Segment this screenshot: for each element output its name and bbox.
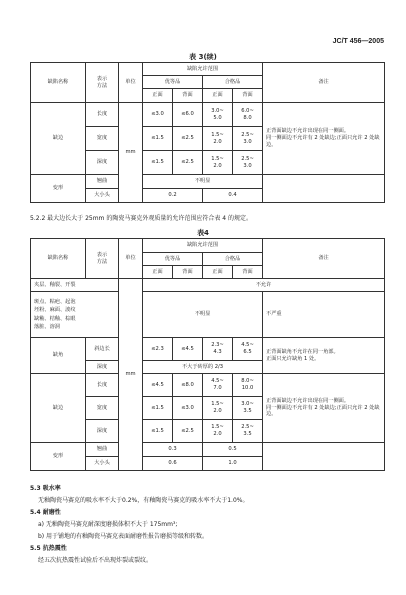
method-cell: 长度 bbox=[86, 374, 119, 397]
header-method: 表示 方法 bbox=[86, 63, 119, 103]
section-5-4-item-a: a) 无釉陶瓷马赛克耐深度磨损体积不大于 175mm³; bbox=[38, 521, 178, 528]
header-back: 背面 bbox=[173, 266, 203, 279]
header-unit: 单位 bbox=[119, 63, 143, 103]
value-cell: 1.5~ 2.0 bbox=[203, 397, 233, 420]
header-defect-name: 缺陷名称 bbox=[31, 239, 86, 279]
remark-cell bbox=[263, 175, 385, 203]
value-cell: 3.0~ 5.0 bbox=[203, 103, 233, 127]
value-cell: 3.0~ 3.5 bbox=[233, 397, 263, 420]
method-cell: 翘曲 bbox=[86, 443, 119, 457]
header-qualified: 合格品 bbox=[203, 76, 263, 89]
section-5-5-text: 经五次抗热震性试验后不出现炸裂或裂纹。 bbox=[38, 557, 153, 564]
remark-cell: 正背面缺边不允许出现在同一侧面。 同一侧面边不允许有 2 处缺边;正面只允许 2 处缺边。 bbox=[263, 103, 385, 175]
header-unit: 单位 bbox=[119, 239, 143, 279]
value-cell: 0.2 bbox=[143, 189, 203, 203]
standard-code: JC/T 456—2005 bbox=[332, 38, 384, 45]
remark-cell: 正背面缺边不允许出现在同一侧面。 同一侧面边不允许有 2 处缺边;正面只允许 2 处缺边。 bbox=[263, 374, 385, 443]
group-deform: 变形 bbox=[31, 175, 86, 203]
header-back: 背面 bbox=[233, 266, 263, 279]
method-cell: 宽度 bbox=[86, 397, 119, 420]
method-cell: 深度 bbox=[86, 151, 119, 175]
value-cell: 0.3 bbox=[143, 443, 203, 457]
header-defect-name: 缺陷名称 bbox=[31, 63, 86, 103]
header-superior: 优等品 bbox=[143, 253, 203, 266]
method-cell: 斜边长 bbox=[86, 338, 119, 361]
paragraph-5-2-2: 5.2.2 最大边长大于 25mm 的陶瓷马赛克外观质量的允许范围应符合表 4 的规定。 bbox=[30, 215, 252, 222]
unit-cell: mm bbox=[119, 103, 143, 203]
method-cell: 深度 bbox=[86, 420, 119, 443]
group-deform: 变形 bbox=[31, 443, 86, 471]
header-remark: 备注 bbox=[263, 239, 385, 279]
value-cell: ≤4.5 bbox=[173, 338, 203, 361]
header-back: 背面 bbox=[233, 89, 263, 103]
value-cell: ≤1.5 bbox=[143, 127, 173, 151]
header-method: 表示 方法 bbox=[86, 239, 119, 279]
value-cell: 4.5~ 7.0 bbox=[203, 374, 233, 397]
section-5-4-item-b: b) 用于铺地的有釉陶瓷马赛克表面耐磨性报告磨损等级和转数。 bbox=[38, 533, 209, 540]
value-cell: 2.5~ 3.5 bbox=[233, 420, 263, 443]
header-front: 正面 bbox=[203, 266, 233, 279]
defect-list: 斑点、粘疤、起泡 坯粉、麻面、波纹 缺釉、桔釉、棕眼 落脏、溶洞 bbox=[31, 292, 119, 338]
value-cell: 不明显 bbox=[143, 292, 263, 338]
value-cell: 6.0~ 8.0 bbox=[233, 103, 263, 127]
value-cell: ≤1.5 bbox=[143, 420, 173, 443]
value-cell: 1.0 bbox=[203, 457, 263, 471]
value-cell: 8.0~ 10.0 bbox=[233, 374, 263, 397]
value-cell: 2.5~ 3.0 bbox=[233, 127, 263, 151]
value-cell: 4.5~ 6.5 bbox=[233, 338, 263, 361]
group-corner: 缺角 bbox=[31, 338, 86, 374]
table-3 bbox=[30, 62, 385, 203]
value-cell: 2.5~ 3.0 bbox=[233, 151, 263, 175]
value-cell: 1.5~ 2.0 bbox=[203, 151, 233, 175]
table-3-title: 表 3(续) bbox=[189, 53, 217, 61]
group-edge: 缺边 bbox=[31, 374, 86, 443]
value-cell: ≤3.0 bbox=[173, 397, 203, 420]
remark-cell bbox=[263, 443, 385, 471]
value-cell: 不允许 bbox=[143, 279, 385, 292]
method-cell: 宽度 bbox=[86, 127, 119, 151]
remark-cell: 正背面缺角不允许在同一角部。 正面只允许缺角 1 处。 bbox=[263, 338, 385, 374]
header-back: 背面 bbox=[173, 89, 203, 103]
value-cell: ≤2.5 bbox=[173, 420, 203, 443]
section-5-4-heading: 5.4 耐磨性 bbox=[30, 509, 61, 516]
unit-cell: mm bbox=[119, 279, 143, 471]
header-qualified: 合格品 bbox=[203, 253, 263, 266]
value-cell: 0.6 bbox=[143, 457, 203, 471]
header-remark: 备注 bbox=[263, 63, 385, 103]
value-cell: 不大于砖厚的 2/3 bbox=[143, 361, 263, 374]
header-range: 缺陷允许范围 bbox=[143, 63, 263, 76]
method-cell: 翘曲 bbox=[86, 175, 119, 189]
value-cell: 2.3~ 4.3 bbox=[203, 338, 233, 361]
method-cell: 长度 bbox=[86, 103, 119, 127]
value-cell: ≤2.5 bbox=[173, 151, 203, 175]
value-cell: 0.5 bbox=[203, 443, 263, 457]
method-cell: 大小头 bbox=[86, 189, 119, 203]
value-cell: ≤8.0 bbox=[173, 374, 203, 397]
header-front: 正面 bbox=[143, 266, 173, 279]
method-cell: 大小头 bbox=[86, 457, 119, 471]
value-cell: ≤1.5 bbox=[143, 151, 173, 175]
value-cell: 1.5~ 2.0 bbox=[203, 127, 233, 151]
value-cell: 0.4 bbox=[203, 189, 263, 203]
remark-cell: 不严重 bbox=[263, 292, 385, 338]
header-range: 缺陷允许范围 bbox=[143, 239, 263, 253]
section-5-5-heading: 5.5 抗热震性 bbox=[30, 545, 67, 552]
table-4-title: 表4 bbox=[197, 229, 209, 237]
section-5-3-heading: 5.3 吸水率 bbox=[30, 485, 61, 492]
value-cell: 1.5~ 2.0 bbox=[203, 420, 233, 443]
table-4 bbox=[30, 238, 385, 471]
value-cell: ≤3.0 bbox=[143, 103, 173, 127]
group-edge: 缺边 bbox=[31, 103, 86, 175]
value-cell: ≤4.5 bbox=[143, 374, 173, 397]
section-5-3-text: 无釉陶瓷马赛克的吸水率不大于0.2%，有釉陶瓷马赛克的吸水率不大于1.0%。 bbox=[38, 497, 249, 504]
value-cell: ≤1.5 bbox=[143, 397, 173, 420]
value-cell: ≤2.5 bbox=[173, 127, 203, 151]
value-cell: ≤6.0 bbox=[173, 103, 203, 127]
value-cell: 不明显 bbox=[143, 175, 263, 189]
header-front: 正面 bbox=[143, 89, 173, 103]
method-cell: 深度 bbox=[86, 361, 119, 374]
header-front: 正面 bbox=[203, 89, 233, 103]
header-superior: 优等品 bbox=[143, 76, 203, 89]
defect-nonallowed: 夹层、釉裂、开裂 bbox=[31, 279, 119, 292]
value-cell: ≤2.3 bbox=[143, 338, 173, 361]
